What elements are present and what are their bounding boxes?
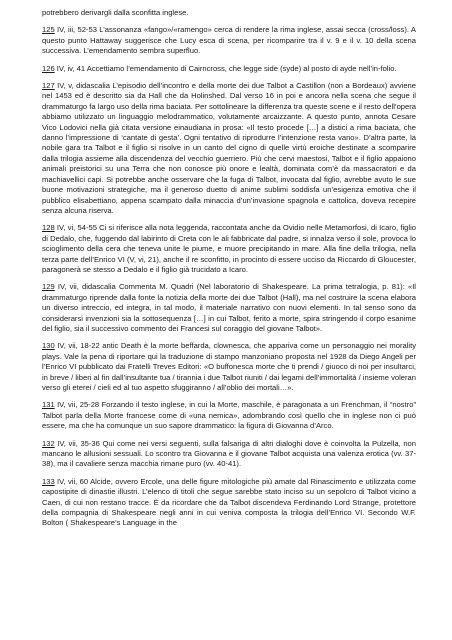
notes-list bbox=[42, 25, 416, 528]
continued-text: potrebbero derivargli dalla sconfitta inglese. bbox=[42, 8, 189, 17]
footnote-number[interactable]: 126 bbox=[42, 63, 55, 73]
footnote-text: IV, vii, 35-36 Qui come nei versi seguenti, sulla falsariga di altri dialoghi dove è coinvolta la Pulzella, non mancano le allusioni sessuali. Lo scontro tra Giovanna e il giovane Talbot acquista una valenza erotica (vv. 37-38), ma il cavaliere senza macchia rimane puro (vv. 40-41). bbox=[42, 438, 416, 469]
footnote-number[interactable]: 132 bbox=[42, 438, 55, 448]
footnote-text: IV, iv, 41 Accettiamo l’emendamento di Cairncross, che legge side (syde) al posto di ayde nell’in-folio. bbox=[54, 63, 397, 73]
footnote-128 bbox=[42, 223, 416, 275]
footnote-130 bbox=[42, 341, 416, 393]
footnote-text: IV, vii, 60 Alcide, ovvero Ercole, una delle figure mitologiche più amate dal Rinascimento e utilizzata come capostipite di dinastie illustri. L’elenco di titoli che segue sarebbe stato inciso su un sepolcro di Talbot vicino a Caen, di cui non restano tracce. È da ricordare che da Talbot discendeva Ferdinando Lord Strange, protettore della compagnia di Shakespeare negli anni in cui veniva composta la trilogia dell’Enrico VI. Secondo W.F. Bolton ( Shakespeare’s Language in the bbox=[42, 476, 416, 528]
footnote-125 bbox=[42, 25, 416, 56]
footnote-131 bbox=[42, 400, 416, 431]
footnote-number[interactable]: 133 bbox=[42, 476, 55, 486]
footnote-132 bbox=[42, 439, 416, 470]
footnote-129 bbox=[42, 282, 416, 334]
footnote-number[interactable]: 131 bbox=[42, 400, 55, 410]
footnote-number[interactable]: 130 bbox=[42, 341, 55, 351]
footnote-text: IV, vii, 25-28 Forzando il testo inglese, in cui la Morte, maschile, è paragonata a un Frenchman, il “nostro” Talbot parla della Morte francese come di «una nemica», adombrando così quello che in inglese non ci può essere, ma che ha comunque un suo sapore drammatico: la figura di Giovanna d’Arco. bbox=[42, 400, 416, 431]
footnote-number[interactable]: 127 bbox=[42, 81, 55, 91]
footnote-133 bbox=[42, 477, 416, 529]
footnote-text: IV, vii, didascalia Commenta M. Quadri (Nel laboratorio di Shakespeare. La prima tetralogia, p. 81): «Il drammaturgo riprende dalla fonte la notizia della morte dei due Talbot (Hall), ma nel costruire la scena elabora un diverso intreccio, ed integra, in tal modo, il materiale narrativo con nuovi elementi. In tal senso sono da considerarsi invenzioni sia la sottosequenza […] in cui Talbot, ferito a morte, spira stringendo il corpo esanime del figlio, sia il successivo commento dei Francesi sul coraggio del giovane Talbot». bbox=[42, 282, 416, 333]
footnote-text: IV, vi, 54-55 Ci si riferisce alla nota leggenda, raccontata anche da Ovidio nelle Metamorfosi, di Icaro, figlio di Dedalo, che, fuggendo dal labirinto di Creta con le ali fabbricate dal padre, si innalza verso il sole, provoca lo scioglimento della cera che teneva unite le piume, e muore precipitando in mare. Alla fine della trilogia, nella terza parte dell’Enrico VI (V, vi, 21), anche il re sconfitto, in procinto di essere ucciso da Riccardo di Gloucester, paragonerà se stesso a Dedalo e il figlio già trucidato a Icaro. bbox=[42, 223, 416, 274]
footnote-number[interactable]: 125 bbox=[42, 25, 55, 35]
footnote-number[interactable]: 129 bbox=[42, 282, 55, 292]
footnote-text: IV, v, didascalia L’episodio dell’incontro e della morte dei due Talbot a Castillon (non a Bordeaux) avviene nel 1453 ed è descritto sia da Hall che da Holinshed. Dal verso 16 in poi e ancora nella scena che segue il drammaturgo fa largo uso della rima baciata. Per sottolineare la differenza tra queste scene e il resto dell’opera abbiamo utilizzato un linguaggio melodrammatico, volutamente arcaizzante. A questo punto, annota Cesare Vico Lodovici nella già citata versione einaudiana in prosa: «Il testo procede […] a distici a rima baciata, che danno l’impressione di ‘cantate di gesta’. Ogni tentativo di riprodurre l’intenzione resta vano». D’altra parte, la nobile gara tra Talbot e il figlio si risolve in un canto del cigno di quelle virtù eroiche destinate a scomparire dalla trilogia assieme alla discendenza del vecchio guerriero. Più che cervi maestosi, Talbot e il figlio appaiono animali preistorici su una Terra che non conosce più onore e lealtà, dominata com’è da massacratori e da machiavellici capi. Si potrebbe anche osservare che la fuga di Talbot, invocata dal figlio, avrebbe avuto le sue buone motivazioni strategiche, ma il generoso duetto di anime sublimi soddisfa un’esigenza emotiva che il pubblico elisabettiano, appena scampato dalla minaccia d’un’invasione spagnola e cattolica, doveva recepire senza alcuna riserva. bbox=[42, 81, 416, 215]
notes-page bbox=[42, 8, 416, 536]
footnote-text: IV, iii, 52-53 L’assonanza «fango»/«ramengo» cerca di rendere la rima inglese, assai secca (cross/loss). A questo punto Hattaway suggerisce che Lucy esca di scena, per ricomparire tra il v. 9 e il v. 10 della scena successiva. L’emendamento sembra superfluo. bbox=[42, 25, 416, 56]
footnote-127 bbox=[42, 81, 416, 216]
footnote-number[interactable]: 128 bbox=[42, 223, 55, 233]
footnote-text: IV, vii, 18-22 antic Death è la morte beffarda, clownesca, che appariva come un personaggio nei morality plays. Vale la pena di riportare qui la traduzione di stampo manzoniano proposta nel 1928 da Diego Angeli per l’Enrico VI pubblicato dai Fratelli Treves Editori: «O buffonesca morte che ti prendi / giuoco di noi per insultarci, in breve / liberi al fin dall’insultante tua / tirannia i due Talbot riuniti / dai legami dell’immortalità / insieme voleran verso gli eterei / cieli ed al tuo aspetto sfuggiranno / all’oblio dei mortali…». bbox=[42, 341, 416, 392]
footnote-126 bbox=[42, 64, 416, 74]
